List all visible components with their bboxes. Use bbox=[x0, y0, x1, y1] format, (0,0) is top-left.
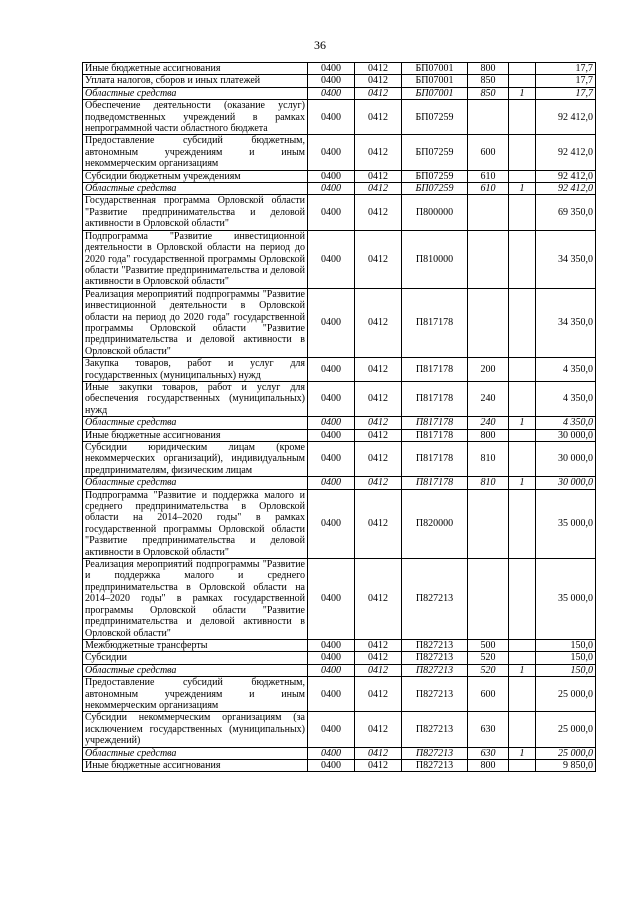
expense-type-code: 630 bbox=[468, 712, 509, 747]
amount: 25 000,0 bbox=[536, 677, 596, 712]
amount: 34 350,0 bbox=[536, 230, 596, 288]
target-item-code: БП07259 bbox=[402, 100, 468, 135]
expense-type-code: 800 bbox=[468, 63, 509, 75]
amount: 69 350,0 bbox=[536, 195, 596, 230]
funding-source-flag bbox=[509, 639, 536, 651]
target-item-code: П817178 bbox=[402, 429, 468, 441]
expense-type-code: 610 bbox=[468, 170, 509, 182]
subsection-code: 0412 bbox=[355, 652, 402, 664]
table-row bbox=[83, 559, 596, 640]
target-item-code: П827213 bbox=[402, 759, 468, 771]
target-item-code: П827213 bbox=[402, 639, 468, 651]
expense-type-code bbox=[468, 230, 509, 288]
section-code: 0400 bbox=[308, 381, 355, 416]
table-row bbox=[83, 230, 596, 288]
target-item-code: БП07259 bbox=[402, 183, 468, 195]
expense-type-code: 500 bbox=[468, 639, 509, 651]
expense-type-code: 800 bbox=[468, 429, 509, 441]
target-item-code: П817178 bbox=[402, 477, 468, 489]
target-item-code: П817178 bbox=[402, 442, 468, 477]
expense-type-code bbox=[468, 288, 509, 357]
funding-source-flag bbox=[509, 429, 536, 441]
row-name: Реализация мероприятий подпрограммы "Развитие и поддержка малого и среднего предпринимательства в Орловской области на 2014–2020 годы" в рамках государственной программы Орловской области "Развитие предпринимательства и деловой активности в Орловской области" bbox=[83, 559, 308, 640]
amount: 92 412,0 bbox=[536, 100, 596, 135]
funding-source-flag bbox=[509, 230, 536, 288]
amount: 92 412,0 bbox=[536, 170, 596, 182]
amount: 150,0 bbox=[536, 652, 596, 664]
target-item-code: П827213 bbox=[402, 652, 468, 664]
row-name: Межбюджетные трансферты bbox=[83, 639, 308, 651]
amount: 35 000,0 bbox=[536, 489, 596, 558]
table-row bbox=[83, 75, 596, 87]
target-item-code: БП07259 bbox=[402, 135, 468, 170]
table-row bbox=[83, 100, 596, 135]
table-row-funding-source bbox=[83, 747, 596, 759]
table-row bbox=[83, 759, 596, 771]
subsection-code: 0412 bbox=[355, 381, 402, 416]
funding-source-flag bbox=[509, 652, 536, 664]
subsection-code: 0412 bbox=[355, 759, 402, 771]
amount: 150,0 bbox=[536, 639, 596, 651]
section-code: 0400 bbox=[308, 135, 355, 170]
target-item-code: П827213 bbox=[402, 559, 468, 640]
funding-source-flag bbox=[509, 677, 536, 712]
subsection-code: 0412 bbox=[355, 135, 402, 170]
table-row bbox=[83, 288, 596, 357]
section-code: 0400 bbox=[308, 664, 355, 676]
table-row bbox=[83, 358, 596, 382]
amount: 25 000,0 bbox=[536, 712, 596, 747]
expense-type-code: 800 bbox=[468, 759, 509, 771]
subsection-code: 0412 bbox=[355, 747, 402, 759]
funding-source-flag: 1 bbox=[509, 664, 536, 676]
row-name: Областные средства bbox=[83, 87, 308, 99]
funding-source-flag bbox=[509, 63, 536, 75]
table-row bbox=[83, 489, 596, 558]
row-name: Предоставление субсидий бюджетным, автономным учреждениям и иным некоммерческим организациям bbox=[83, 135, 308, 170]
subsection-code: 0412 bbox=[355, 417, 402, 429]
section-code: 0400 bbox=[308, 230, 355, 288]
section-code: 0400 bbox=[308, 75, 355, 87]
amount: 92 412,0 bbox=[536, 135, 596, 170]
section-code: 0400 bbox=[308, 489, 355, 558]
row-name: Уплата налогов, сборов и иных платежей bbox=[83, 75, 308, 87]
subsection-code: 0412 bbox=[355, 477, 402, 489]
row-name: Государственная программа Орловской области "Развитие предпринимательства и деловой активности в Орловской области" bbox=[83, 195, 308, 230]
funding-source-flag: 1 bbox=[509, 183, 536, 195]
subsection-code: 0412 bbox=[355, 75, 402, 87]
amount: 30 000,0 bbox=[536, 477, 596, 489]
row-name: Субсидии bbox=[83, 652, 308, 664]
funding-source-flag: 1 bbox=[509, 477, 536, 489]
section-code: 0400 bbox=[308, 63, 355, 75]
subsection-code: 0412 bbox=[355, 195, 402, 230]
expense-type-code: 850 bbox=[468, 87, 509, 99]
subsection-code: 0412 bbox=[355, 87, 402, 99]
expense-type-code: 520 bbox=[468, 652, 509, 664]
amount: 25 000,0 bbox=[536, 747, 596, 759]
expense-type-code: 630 bbox=[468, 747, 509, 759]
table-row bbox=[83, 381, 596, 416]
row-name: Субсидии некоммерческим организациям (за исключением государственных (муниципальных) учреждений) bbox=[83, 712, 308, 747]
subsection-code: 0412 bbox=[355, 230, 402, 288]
row-name: Областные средства bbox=[83, 417, 308, 429]
amount: 17,7 bbox=[536, 75, 596, 87]
target-item-code: БП07259 bbox=[402, 170, 468, 182]
row-name: Обеспечение деятельности (оказание услуг) подведомственных учреждений в рамках непрограммной части областного бюджета bbox=[83, 100, 308, 135]
funding-source-flag bbox=[509, 195, 536, 230]
expense-type-code bbox=[468, 559, 509, 640]
subsection-code: 0412 bbox=[355, 639, 402, 651]
funding-source-flag bbox=[509, 170, 536, 182]
table-row bbox=[83, 195, 596, 230]
section-code: 0400 bbox=[308, 288, 355, 357]
budget-table-body bbox=[83, 63, 596, 772]
subsection-code: 0412 bbox=[355, 63, 402, 75]
target-item-code: П827213 bbox=[402, 664, 468, 676]
target-item-code: БП07001 bbox=[402, 87, 468, 99]
funding-source-flag bbox=[509, 75, 536, 87]
amount: 150,0 bbox=[536, 664, 596, 676]
table-row bbox=[83, 677, 596, 712]
section-code: 0400 bbox=[308, 759, 355, 771]
table-row bbox=[83, 652, 596, 664]
target-item-code: П817178 bbox=[402, 288, 468, 357]
target-item-code: П817178 bbox=[402, 417, 468, 429]
expense-type-code: 810 bbox=[468, 477, 509, 489]
row-name: Закупка товаров, работ и услуг для государственных (муниципальных) нужд bbox=[83, 358, 308, 382]
amount: 17,7 bbox=[536, 63, 596, 75]
amount: 30 000,0 bbox=[536, 442, 596, 477]
row-name: Областные средства bbox=[83, 747, 308, 759]
subsection-code: 0412 bbox=[355, 442, 402, 477]
target-item-code: П820000 bbox=[402, 489, 468, 558]
subsection-code: 0412 bbox=[355, 489, 402, 558]
expense-type-code: 240 bbox=[468, 417, 509, 429]
expense-type-code: 810 bbox=[468, 442, 509, 477]
expense-type-code: 200 bbox=[468, 358, 509, 382]
funding-source-flag bbox=[509, 288, 536, 357]
budget-table bbox=[82, 62, 596, 772]
subsection-code: 0412 bbox=[355, 677, 402, 712]
subsection-code: 0412 bbox=[355, 183, 402, 195]
section-code: 0400 bbox=[308, 100, 355, 135]
target-item-code: П827213 bbox=[402, 747, 468, 759]
funding-source-flag: 1 bbox=[509, 417, 536, 429]
section-code: 0400 bbox=[308, 477, 355, 489]
funding-source-flag bbox=[509, 135, 536, 170]
section-code: 0400 bbox=[308, 170, 355, 182]
section-code: 0400 bbox=[308, 747, 355, 759]
amount: 35 000,0 bbox=[536, 559, 596, 640]
table-row bbox=[83, 63, 596, 75]
section-code: 0400 bbox=[308, 677, 355, 712]
target-item-code: П827213 bbox=[402, 712, 468, 747]
expense-type-code bbox=[468, 195, 509, 230]
funding-source-flag bbox=[509, 712, 536, 747]
expense-type-code: 600 bbox=[468, 135, 509, 170]
funding-source-flag bbox=[509, 358, 536, 382]
row-name: Реализация мероприятий подпрограммы "Развитие инвестиционной деятельности в Орловской области на период до 2020 года" государственной программы Орловской области "Развитие предпринимательства и деловой активности в Орловской области" bbox=[83, 288, 308, 357]
funding-source-flag bbox=[509, 559, 536, 640]
expense-type-code: 520 bbox=[468, 664, 509, 676]
expense-type-code: 600 bbox=[468, 677, 509, 712]
subsection-code: 0412 bbox=[355, 429, 402, 441]
table-row bbox=[83, 170, 596, 182]
row-name: Иные бюджетные ассигнования bbox=[83, 429, 308, 441]
target-item-code: П817178 bbox=[402, 381, 468, 416]
row-name: Областные средства bbox=[83, 183, 308, 195]
table-row bbox=[83, 135, 596, 170]
amount: 9 850,0 bbox=[536, 759, 596, 771]
section-code: 0400 bbox=[308, 442, 355, 477]
funding-source-flag: 1 bbox=[509, 87, 536, 99]
funding-source-flag bbox=[509, 759, 536, 771]
page-number: 36 bbox=[314, 38, 326, 52]
table-row bbox=[83, 429, 596, 441]
subsection-code: 0412 bbox=[355, 288, 402, 357]
amount: 92 412,0 bbox=[536, 183, 596, 195]
target-item-code: П817178 bbox=[402, 358, 468, 382]
subsection-code: 0412 bbox=[355, 712, 402, 747]
amount: 4 350,0 bbox=[536, 381, 596, 416]
section-code: 0400 bbox=[308, 87, 355, 99]
amount: 30 000,0 bbox=[536, 429, 596, 441]
section-code: 0400 bbox=[308, 358, 355, 382]
amount: 34 350,0 bbox=[536, 288, 596, 357]
subsection-code: 0412 bbox=[355, 664, 402, 676]
row-name: Иные закупки товаров, работ и услуг для обеспечения государственных (муниципальных) нужд bbox=[83, 381, 308, 416]
subsection-code: 0412 bbox=[355, 100, 402, 135]
section-code: 0400 bbox=[308, 417, 355, 429]
row-name: Субсидии юридическим лицам (кроме некоммерческих организаций), индивидуальным предпринимателям, физическим лицам bbox=[83, 442, 308, 477]
table-row bbox=[83, 712, 596, 747]
table-row bbox=[83, 639, 596, 651]
row-name: Иные бюджетные ассигнования bbox=[83, 63, 308, 75]
row-name: Подпрограмма "Развитие инвестиционной деятельности в Орловской области на период до 2020 года" государственной программы Орловской области "Развитие предпринимательства и деловой активности в Орловской области" bbox=[83, 230, 308, 288]
subsection-code: 0412 bbox=[355, 170, 402, 182]
section-code: 0400 bbox=[308, 429, 355, 441]
row-name: Предоставление субсидий бюджетным, автономным учреждениям и иным некоммерческим организациям bbox=[83, 677, 308, 712]
table-row-funding-source bbox=[83, 477, 596, 489]
row-name: Субсидии бюджетным учреждениям bbox=[83, 170, 308, 182]
subsection-code: 0412 bbox=[355, 358, 402, 382]
row-name: Подпрограмма "Развитие и поддержка малого и среднего предпринимательства в Орловской области на 2014–2020 годы" в рамках государственной программы Орловской области "Развитие предпринимательства и деловой активности в Орловской области" bbox=[83, 489, 308, 558]
target-item-code: П827213 bbox=[402, 677, 468, 712]
amount: 4 350,0 bbox=[536, 417, 596, 429]
expense-type-code: 240 bbox=[468, 381, 509, 416]
section-code: 0400 bbox=[308, 712, 355, 747]
subsection-code: 0412 bbox=[355, 559, 402, 640]
section-code: 0400 bbox=[308, 195, 355, 230]
expense-type-code bbox=[468, 100, 509, 135]
table-row-funding-source bbox=[83, 664, 596, 676]
funding-source-flag bbox=[509, 489, 536, 558]
target-item-code: П800000 bbox=[402, 195, 468, 230]
row-name: Областные средства bbox=[83, 664, 308, 676]
amount: 4 350,0 bbox=[536, 358, 596, 382]
table-row-funding-source bbox=[83, 417, 596, 429]
section-code: 0400 bbox=[308, 639, 355, 651]
row-name: Областные средства bbox=[83, 477, 308, 489]
target-item-code: П810000 bbox=[402, 230, 468, 288]
funding-source-flag bbox=[509, 381, 536, 416]
target-item-code: БП07001 bbox=[402, 75, 468, 87]
funding-source-flag bbox=[509, 442, 536, 477]
funding-source-flag bbox=[509, 100, 536, 135]
section-code: 0400 bbox=[308, 559, 355, 640]
row-name: Иные бюджетные ассигнования bbox=[83, 759, 308, 771]
table-row-funding-source bbox=[83, 183, 596, 195]
expense-type-code bbox=[468, 489, 509, 558]
table-row-funding-source bbox=[83, 87, 596, 99]
amount: 17,7 bbox=[536, 87, 596, 99]
expense-type-code: 850 bbox=[468, 75, 509, 87]
expense-type-code: 610 bbox=[468, 183, 509, 195]
funding-source-flag: 1 bbox=[509, 747, 536, 759]
table-row bbox=[83, 442, 596, 477]
section-code: 0400 bbox=[308, 183, 355, 195]
section-code: 0400 bbox=[308, 652, 355, 664]
target-item-code: БП07001 bbox=[402, 63, 468, 75]
